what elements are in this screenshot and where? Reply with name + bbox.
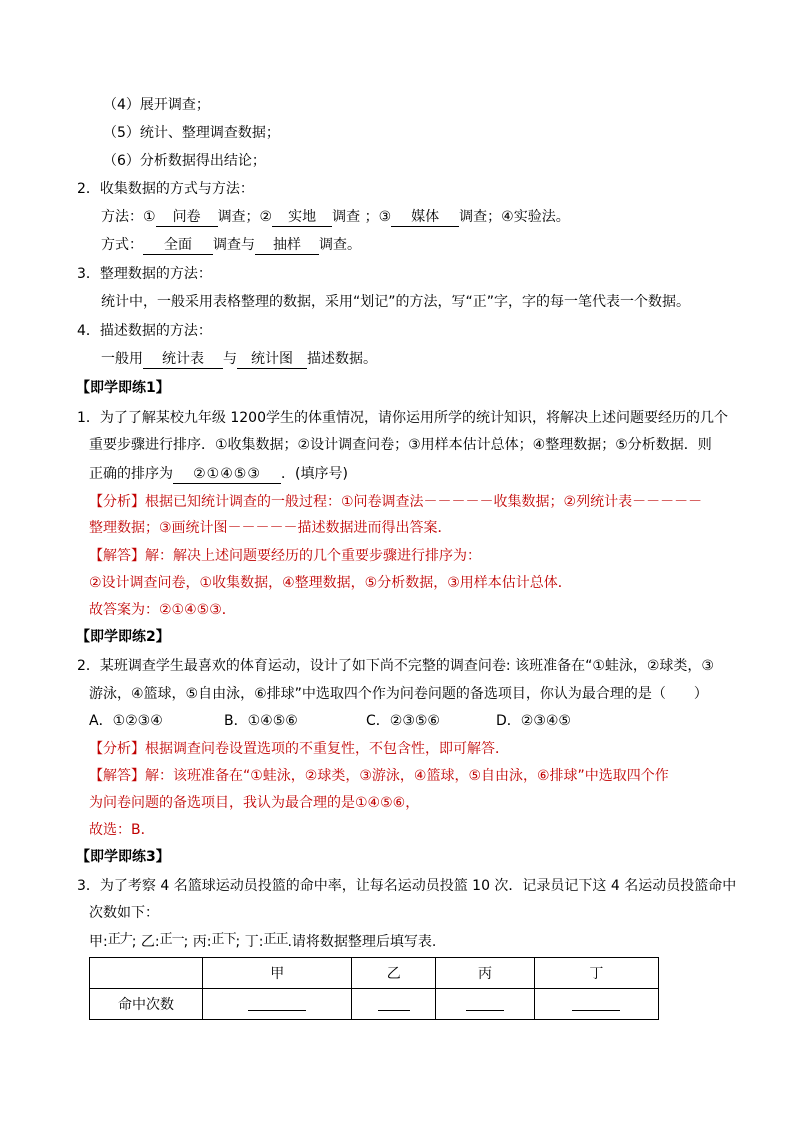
step-4: （4）展开调查； (103, 97, 210, 113)
answer-blank-jia[interactable] (203, 989, 352, 1020)
tally-bing: 正下 (211, 932, 236, 947)
describe-line: 一般用 统计表 与 统计图 描述数据。 (101, 351, 377, 367)
tally-ding: 正正 (263, 932, 288, 947)
blank-method-1: 问卷 (156, 208, 218, 227)
ex1-solution-line-2: ②设计调查问卷，①收集数据，④整理数据，⑤分析数据，③用样本估计总体． (89, 575, 572, 591)
ex2-option-b: B．①④⑤⑥ (224, 713, 298, 729)
section-3-body: 统计中，一般采用表格整理的数据，采用“划记”的方法，写“正”字，字的每一笔代表一个数据。 (101, 294, 691, 310)
ex1-answer-blank: ②①④⑤③ (173, 465, 281, 484)
table-header-ding: 丁 (534, 958, 658, 989)
table-row-label: 命中次数 (90, 989, 203, 1020)
ex2-question-line-1: 2．某班调查学生最喜欢的体育运动，设计了如下尚不完整的调查问卷: 该班准备在“①蛙泳，②球类，③ (77, 658, 714, 674)
answer-blank-yi[interactable] (352, 989, 436, 1020)
blank-method-2: 实地 (272, 208, 332, 227)
exercise-1-heading: 【即学即练1】 (76, 380, 170, 396)
ex1-question-line-2: 重要步骤进行排序．①收集数据；②设计调查问卷；③用样本估计总体；④整理数据；⑤分析数据．则 (89, 437, 712, 453)
ex2-solution-line-3: 故选：B． (89, 822, 155, 838)
tally-jia: 正𠂇 (107, 932, 132, 947)
table-corner-cell (90, 958, 203, 989)
tally-yi: 正一 (159, 932, 184, 947)
ex1-solution-line-1: 【解答】解：解决上述问题要经历的几个重要步骤进行排序为： (89, 548, 481, 564)
ex1-analysis-line-1: 【分析】根据已知统计调查的一般过程：①问卷调查法－－－－－收集数据；②列统计表－－－－－ (89, 494, 703, 510)
table-header-row (90, 958, 659, 989)
table-header-jia: 甲 (203, 958, 352, 989)
hit-count-table (89, 957, 659, 1020)
ex1-question-line-1: 1．为了了解某校九年级 1200学生的体重情况，请你运用所学的统计知识，将解决上述问题要经历的几个 (77, 410, 728, 426)
section-4-title: 4．描述数据的方法： (77, 323, 212, 339)
ex2-question-line-2: 游泳，④篮球，⑤自由泳，⑥排球”中选取四个作为问卷问题的备选项目，你认为最合理的是（ ） (89, 686, 708, 702)
blank-describe-2: 统计图 (237, 350, 307, 369)
answer-blank-bing[interactable] (436, 989, 535, 1020)
ex3-question-line-2: 次数如下： (89, 905, 159, 921)
exercise-2-heading: 【即学即练2】 (76, 629, 170, 645)
section-2-title: 2．收集数据的方式与方法： (77, 181, 254, 197)
table-header-bing: 丙 (436, 958, 535, 989)
ex2-solution-line-1: 【解答】解：该班准备在“①蛙泳，②球类，③游泳，④篮球，⑤自由泳，⑥排球”中选取四个作 (89, 768, 669, 784)
blank-describe-1: 统计表 (143, 350, 223, 369)
ex3-question-line-1: 3．为了考察 4 名篮球运动员投篮的命中率，让每名运动员投篮 10 次．记录员记下这 4 名运动员投篮命中 (77, 878, 737, 894)
blank-method-3: 媒体 (391, 208, 459, 227)
table-header-yi: 乙 (352, 958, 436, 989)
ex1-solution-line-3: 故答案为：②①④⑤③． (89, 602, 236, 618)
step-5: （5）统计、整理调查数据； (103, 125, 280, 141)
ex1-question-line-3: 正确的排序为 ②①④⑤③ ．(填序号) (89, 466, 348, 482)
ex2-solution-line-2: 为问卷问题的备选项目，我认为最合理的是①④⑤⑥， (89, 795, 420, 811)
ex2-option-c: C．②③⑤⑥ (366, 713, 440, 729)
blank-way-2: 抽样 (255, 236, 319, 255)
table-row (90, 989, 659, 1020)
ex3-tally-line: 甲:正𠂇; 乙:正一; 丙:正下; 丁:正正.请将数据整理后填写表. (89, 932, 437, 950)
ex2-option-a: A．①②③④ (89, 713, 163, 729)
blank-way-1: 全面 (143, 236, 213, 255)
section-3-title: 3．整理数据的方法： (77, 266, 212, 282)
ex1-analysis-line-2: 整理数据；③画统计图－－－－－描述数据进而得出答案． (89, 520, 452, 536)
collect-methods-line: 方法：① 问卷 调查；② 实地 调查 ；③ 媒体 调查；④实验法。 (101, 209, 570, 225)
ex2-option-d: D．②③④⑤ (496, 713, 571, 729)
answer-blank-ding[interactable] (534, 989, 658, 1020)
ex2-analysis: 【分析】根据调查问卷设置选项的不重复性，不包含性，即可解答． (89, 741, 509, 757)
exercise-3-heading: 【即学即练3】 (76, 849, 170, 865)
collect-ways-line: 方式： 全面 调查与 抽样 调查。 (101, 237, 361, 253)
step-6: （6）分析数据得出结论； (103, 153, 266, 169)
